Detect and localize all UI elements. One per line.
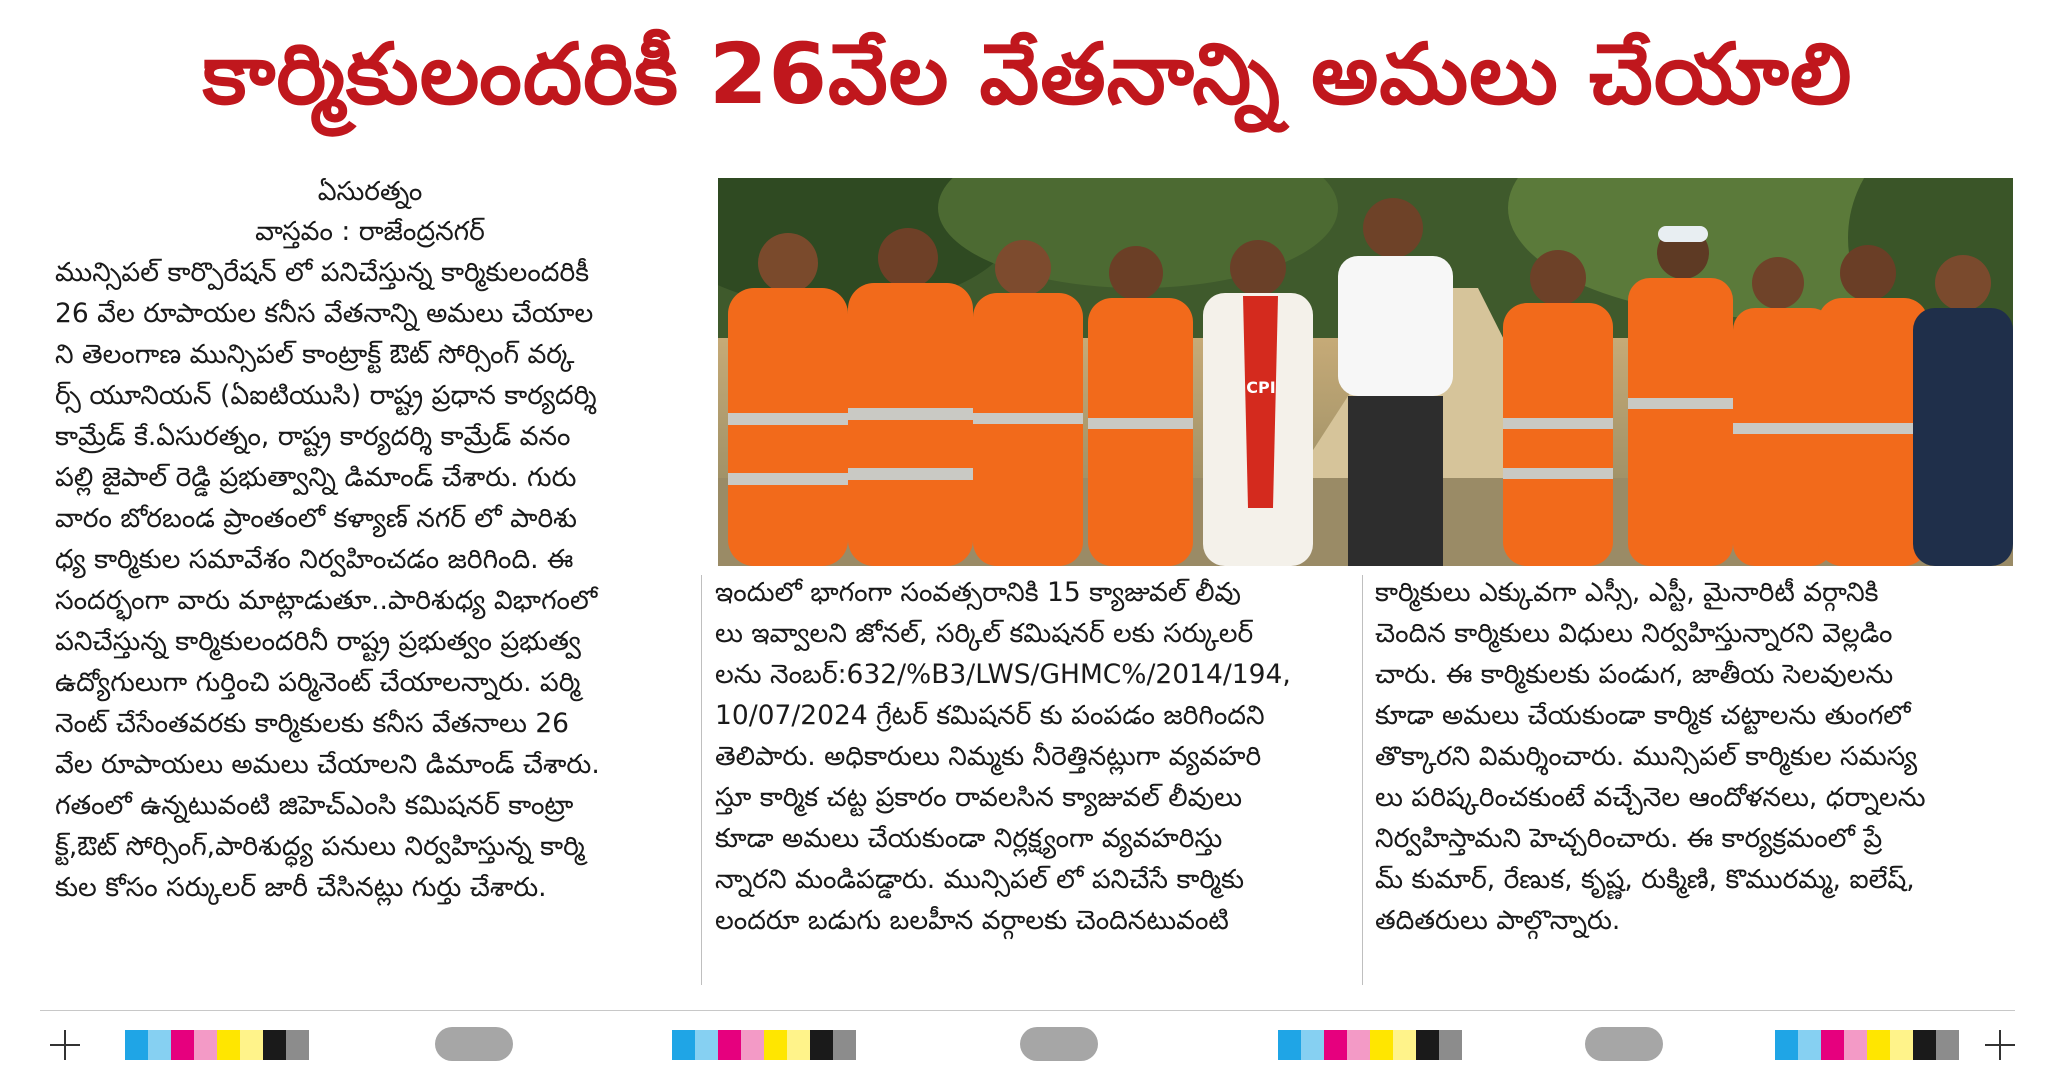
text-line: మ్ కుమార్, రేణుక, కృష్ణ, రుక్మిణి, కొమురమ్మ, ఐలేష్, <box>1375 864 1915 895</box>
headline: కార్మికులందరికీ 26వేల వేతనాన్ని అమలు చేయాలి <box>202 25 1853 123</box>
article-column-3 <box>1375 572 2015 941</box>
column-rule <box>701 575 702 985</box>
color-swatch <box>1936 1030 1959 1060</box>
text-line: న్నారని మండిపడ్డారు. మున్సిపల్ లో పనిచేసే కార్మికు <box>715 864 1245 895</box>
color-swatch <box>1439 1030 1462 1060</box>
color-bar <box>1278 1030 1462 1060</box>
color-swatch <box>1821 1030 1844 1060</box>
color-swatch <box>1775 1030 1798 1060</box>
text-line: కూడా అమలు చేయకుండా నిర్లక్ష్యంగా వ్యవహరిస్తు <box>715 823 1223 854</box>
color-swatch <box>125 1030 148 1060</box>
color-swatch <box>764 1030 787 1060</box>
text-line: తెలిపారు. అధికారులు నిమ్మకు నీరెత్తినట్లుగా వ్యవహరి <box>715 741 1262 772</box>
color-swatch <box>1867 1030 1890 1060</box>
text-line: తదితరులు పాల్గొన్నారు. <box>1375 905 1621 936</box>
color-swatch <box>1844 1030 1867 1060</box>
text-line: ఇందులో భాగంగా సంవత్సరానికి 15 క్యాజువల్ లీవు <box>715 577 1241 608</box>
text-line: చారు. ఈ కార్మికులకు పండుగ, జాతీయ సెలవులను <box>1375 659 1894 690</box>
color-swatch <box>1393 1030 1416 1060</box>
byline-dateline: వాస్తవం : రాజేంద్రనగర్ <box>255 216 485 247</box>
text-line: వారం బోరబండ ప్రాంతంలో కళ్యాణ్ నగర్ లో పారిశు <box>55 503 577 534</box>
color-swatch <box>741 1030 764 1060</box>
text-line: స్తూ కార్మిక చట్ట ప్రకారం రావలసిన క్యాజువల్ లీవులు <box>715 782 1243 813</box>
color-bar <box>125 1030 309 1060</box>
party-sash <box>1243 296 1278 508</box>
text-line: నెంట్ చేసేంతవరకు కార్మికులకు కనీస వేతనాలు 26 <box>55 708 570 739</box>
color-swatch <box>217 1030 240 1060</box>
text-line: పనిచేస్తున్న కార్మికులందరినీ రాష్ట్ర ప్రభుత్వం ప్రభుత్వ <box>55 626 581 657</box>
text-line: 10/07/2024 గ్రేటర్ కమిషనర్ కు పంపడం జరిగిందని <box>715 700 1265 731</box>
color-swatch <box>1416 1030 1439 1060</box>
color-swatch <box>286 1030 309 1060</box>
registration-cross-icon <box>50 1030 80 1060</box>
color-swatch <box>1913 1030 1936 1060</box>
color-swatch <box>695 1030 718 1060</box>
text-line: లను నెంబర్:632/%B3/LWS/GHMC%/2014/194, <box>715 659 1291 690</box>
text-line: ధ్య కార్మికుల సమావేశం నిర్వహించడం జరిగింది. ఈ <box>55 544 574 575</box>
text-line: లందరూ బడుగు బలహీన వర్గాలకు చెందినటువంటి <box>715 905 1229 936</box>
text-line: లు పరిష్కరించకుంటే వచ్చేనెల ఆందోళనలు, ధర్నాలను <box>1375 782 1926 813</box>
sash-label: CPI <box>1246 378 1276 397</box>
color-swatch <box>1798 1030 1821 1060</box>
color-bar <box>1775 1030 1959 1060</box>
text-line: తొక్కారని విమర్శించారు. మున్సిపల్ కార్మికుల సమస్య <box>1375 741 1918 772</box>
text-line: ర్స్ యూనియన్ (ఏఐటియుసి) రాష్ట్ర ప్రధాన కార్యదర్శి <box>55 380 597 411</box>
color-swatch <box>1370 1030 1393 1060</box>
color-swatch <box>672 1030 695 1060</box>
color-swatch <box>194 1030 217 1060</box>
text-line: నిర్వహిస్తామని హెచ్చరించారు. ఈ కార్యక్రమంలో ప్రే <box>1375 823 1883 854</box>
text-line: 26 వేల రూపాయల కనీస వేతనాన్ని అమలు చేయాల <box>55 298 594 329</box>
text-line: ఉద్యోగులుగా గుర్తించి పర్మినెంట్ చేయాలన్నారు. పర్మి <box>55 667 581 698</box>
text-line: సందర్భంగా వారు మాట్లాడుతూ..పారిశుధ్య విభాగంలో <box>55 585 598 616</box>
text-line: మున్సిపల్ కార్పొరేషన్ లో పనిచేస్తున్న కార్మికులందరికీ <box>55 257 590 288</box>
text-line: గతంలో ఉన్నటువంటి జిహెచ్ఎంసి కమిషనర్ కాంట్రా <box>55 790 574 821</box>
byline <box>55 172 685 252</box>
color-bar <box>672 1030 856 1060</box>
photo-illustration <box>718 178 2013 566</box>
gray-mark <box>1020 1027 1098 1061</box>
footer-rule <box>40 1010 2015 1011</box>
byline-name: ఏసురత్నం <box>317 176 423 207</box>
article-column-2 <box>715 572 1355 941</box>
color-swatch <box>1890 1030 1913 1060</box>
color-swatch <box>1324 1030 1347 1060</box>
print-registration-strip <box>40 1005 2015 1075</box>
column-rule <box>1362 575 1363 985</box>
gray-mark <box>435 1027 513 1061</box>
text-line: కామ్రేడ్ కే.ఏసురత్నం, రాష్ట్ర కార్యదర్శి కామ్రేడ్ వనం <box>55 421 571 452</box>
text-line: కార్మికులు ఎక్కువగా ఎస్సీ, ఎస్టీ, మైనారిటీ వర్గానికి <box>1375 577 1879 608</box>
text-line: చెందిన కార్మికులు విధులు నిర్వహిస్తున్నారని వెల్లడిం <box>1375 618 1893 649</box>
text-line: కుల కోసం సర్కులర్ జారీ చేసినట్లు గుర్తు చేశారు. <box>55 872 547 903</box>
color-swatch <box>1278 1030 1301 1060</box>
news-photo <box>718 178 2013 566</box>
gray-mark <box>1585 1027 1663 1061</box>
text-line: వేల రూపాయలు అమలు చేయాలని డిమాండ్ చేశారు. <box>55 749 600 780</box>
color-swatch <box>240 1030 263 1060</box>
registration-cross-icon <box>1985 1030 2015 1060</box>
color-swatch <box>718 1030 741 1060</box>
color-swatch <box>263 1030 286 1060</box>
text-line: లు ఇవ్వాలని జోనల్, సర్కిల్ కమిషనర్ లకు సర్కులర్ <box>715 618 1254 649</box>
color-swatch <box>1301 1030 1324 1060</box>
text-line: కూడా అమలు చేయకుండా కార్మిక చట్టాలను తుంగలో <box>1375 700 1911 731</box>
article-column-1 <box>55 176 685 908</box>
text-line: పల్లి జైపాల్ రెడ్డి ప్రభుత్వాన్ని డిమాండ్ చేశారు. గురు <box>55 462 577 493</box>
person-group-right <box>1503 226 2013 566</box>
color-swatch <box>833 1030 856 1060</box>
color-swatch <box>810 1030 833 1060</box>
text-line: క్ట్,ఔట్ సోర్సింగ్,పారిశుద్ధ్య పనులు నిర్వహిస్తున్న కార్మి <box>55 831 585 862</box>
color-swatch <box>148 1030 171 1060</box>
color-swatch <box>171 1030 194 1060</box>
text-line: ని తెలంగాణ మున్సిపల్ కాంట్రాక్ట్ ఔట్ సోర్సింగ్ వర్క <box>55 339 575 370</box>
color-swatch <box>1347 1030 1370 1060</box>
color-swatch <box>787 1030 810 1060</box>
